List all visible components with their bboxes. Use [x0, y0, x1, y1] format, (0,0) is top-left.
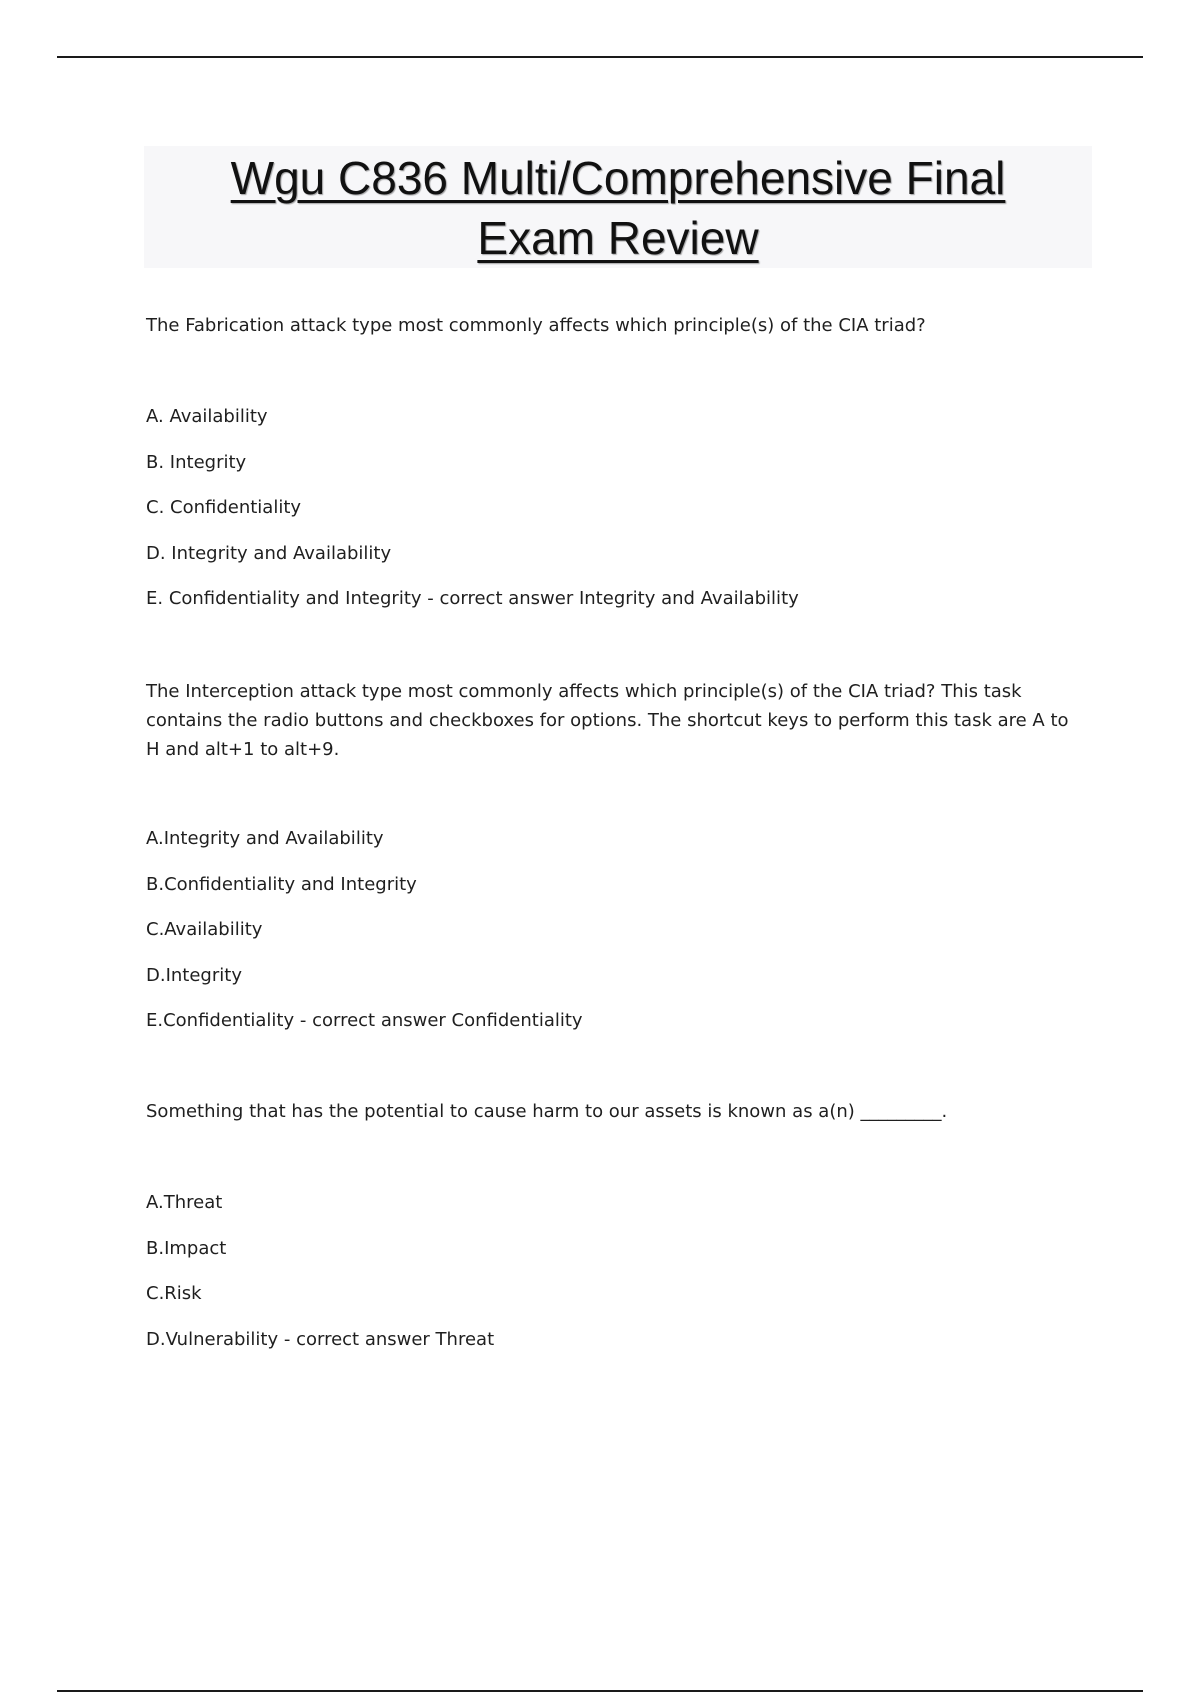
question-1-option-c: C. Confidentiality — [146, 497, 302, 518]
question-3-option-a: A.Threat — [146, 1192, 223, 1213]
title-line-2: Exam Review — [477, 212, 759, 264]
question-1-prompt: The Fabrication attack type most commonly affects which principle(s) of the CIA triad? — [146, 315, 926, 336]
question-1-option-d: D. Integrity and Availability — [146, 543, 392, 564]
question-3-option-b: B.Impact — [146, 1238, 227, 1259]
title-line-1: Wgu C836 Multi/Comprehensive Final — [230, 152, 1006, 204]
title-banner — [144, 146, 1092, 268]
document-title — [144, 146, 1092, 268]
footer-rule — [57, 1690, 1143, 1692]
question-1-option-a: A. Availability — [146, 406, 268, 427]
question-1-option-e: E. Confidentiality and Integrity - correct answer Integrity and Availability — [146, 588, 799, 609]
question-2-prompt: The Interception attack type most commonly affects which principle(s) of the CIA triad? This task contains the radio buttons and checkboxes for options. The shortcut keys to perform this task are A to H and alt+1 to alt+9. — [146, 681, 1069, 760]
question-3-option-c: C.Risk — [146, 1283, 202, 1304]
question-2-option-d: D.Integrity — [146, 965, 242, 986]
question-2-option-c: C.Availability — [146, 919, 263, 940]
question-3-option-d: D.Vulnerability - correct answer Threat — [146, 1329, 495, 1350]
header-rule — [57, 56, 1143, 58]
question-1-option-b: B. Integrity — [146, 452, 247, 473]
question-3-prompt: Something that has the potential to cause harm to our assets is known as a(n) _________. — [146, 1101, 948, 1122]
question-2-option-a: A.Integrity and Availability — [146, 828, 384, 849]
question-2-option-b: B.Confidentiality and Integrity — [146, 874, 417, 895]
question-2-option-e: E.Confidentiality - correct answer Confidentiality — [146, 1010, 583, 1031]
